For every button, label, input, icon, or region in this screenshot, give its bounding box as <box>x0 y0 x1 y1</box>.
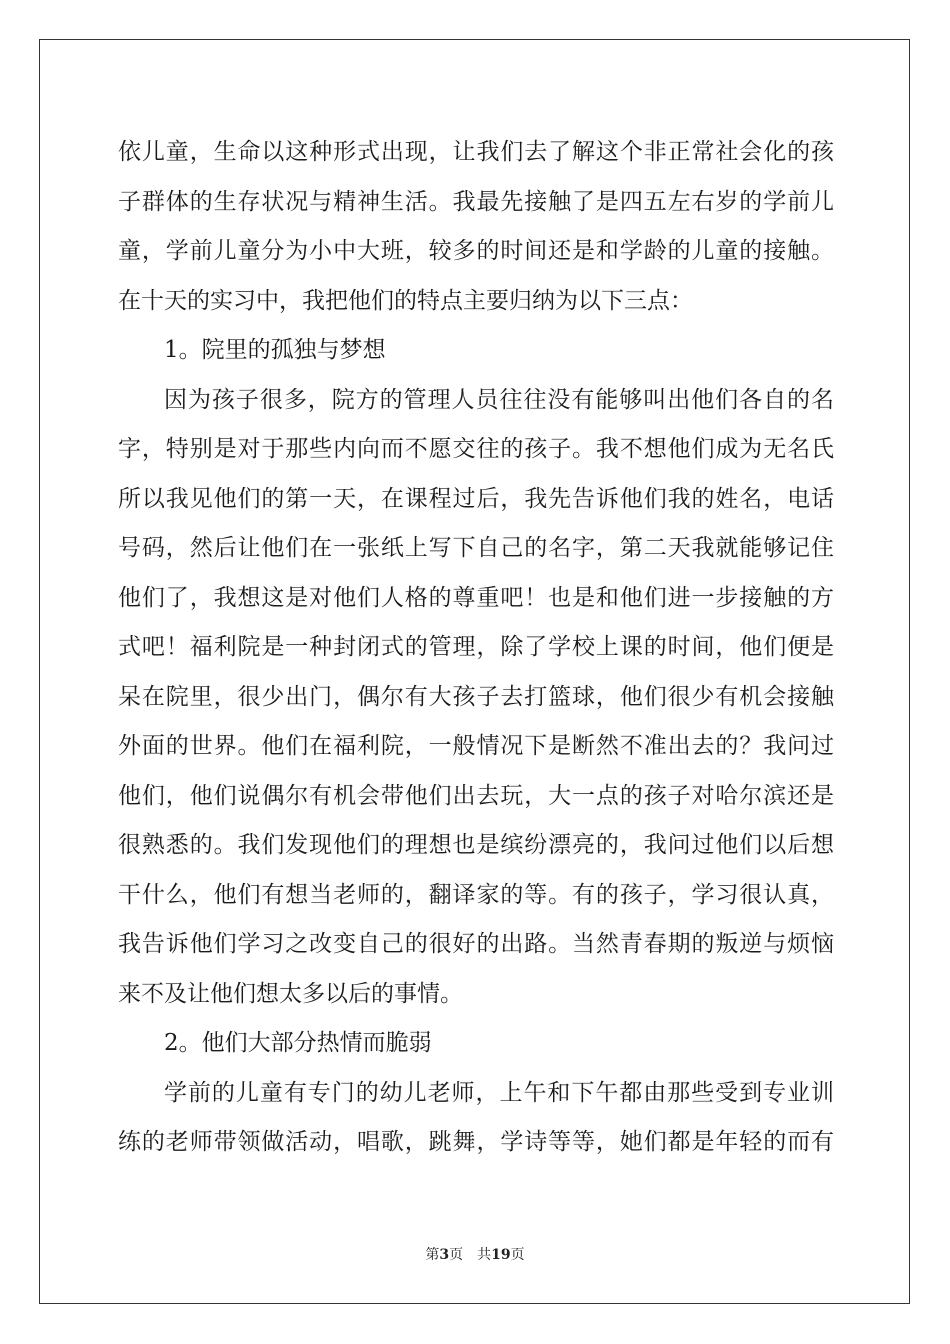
text-line: 在十天的实习中，我把他们的特点主要归纳为以下三点： <box>118 287 693 314</box>
text-line: 呆在院里，很少出门，偶尔有大孩子去打篮球，他们很少有机会接触 <box>118 683 834 710</box>
total-unit: 页 <box>510 1247 525 1263</box>
text-line: 干什么，他们有想当老师的，翻译家的等。有的孩子，学习很认真， <box>118 881 834 908</box>
page-unit: 页 <box>449 1247 464 1263</box>
section-heading-2: 2。他们大部分热情而脆弱 <box>164 1030 432 1056</box>
text-line: 字，特别是对于那些内向而不愿交往的孩子。我不想他们成为无名氏 <box>118 436 834 462</box>
page-total: 19 <box>491 1247 511 1263</box>
paragraph-start-line: 因为孩子很多，院方的管理人员往往没有能够叫出他们各自的名 <box>164 386 834 413</box>
total-prefix: 共 <box>477 1247 492 1263</box>
text-line: 练的老师带领做活动，唱歌，跳舞，学诗等等，她们都是年轻的而有 <box>118 1129 834 1155</box>
paragraph-start-line: 学前的儿童有专门的幼儿老师，上午和下午都由那些受到专业训 <box>164 1079 834 1106</box>
text-line: 外面的世界。他们在福利院，一般情况下是断然不准出去的？我问过 <box>118 733 834 759</box>
section-heading-1: 1。院里的孤独与梦想 <box>164 337 386 363</box>
text-line: 所以我见他们的第一天，在课程过后，我先告诉他们我的姓名，电话 <box>118 485 834 512</box>
text-line: 子群体的生存状况与精神生活。我最先接触了是四五左右岁的学前儿 <box>118 188 834 215</box>
text-line: 他们，他们说偶尔有机会带他们出去玩，大一点的孩子对哈尔滨还是 <box>118 782 834 809</box>
page-current: 3 <box>439 1247 450 1263</box>
text-line: 很熟悉的。我们发现他们的理想也是缤纷漂亮的，我问过他们以后想 <box>118 832 834 858</box>
text-line: 式吧！福利院是一种封闭式的管理，除了学校上课的时间，他们便是 <box>118 634 834 660</box>
text-line: 童，学前儿童分为小中大班，较多的时间还是和学龄的儿童的接触。 <box>118 238 834 264</box>
page-footer <box>0 1244 950 1264</box>
text-line: 依儿童，生命以这种形式出现，让我们去了解这个非正常社会化的孩 <box>118 139 834 165</box>
page-prefix: 第 <box>425 1247 440 1263</box>
text-line: 我告诉他们学习之改变自己的很好的出路。当然青春期的叛逆与烦恼 <box>118 931 834 957</box>
document-body <box>118 128 834 1168</box>
text-line: 号码，然后让他们在一张纸上写下自己的名字，第二天我就能够记住 <box>118 535 834 561</box>
text-line: 他们了，我想这是对他们人格的尊重吧！也是和他们进一步接触的方 <box>118 584 834 611</box>
text-line: 来不及让他们想太多以后的事情。 <box>118 980 463 1007</box>
